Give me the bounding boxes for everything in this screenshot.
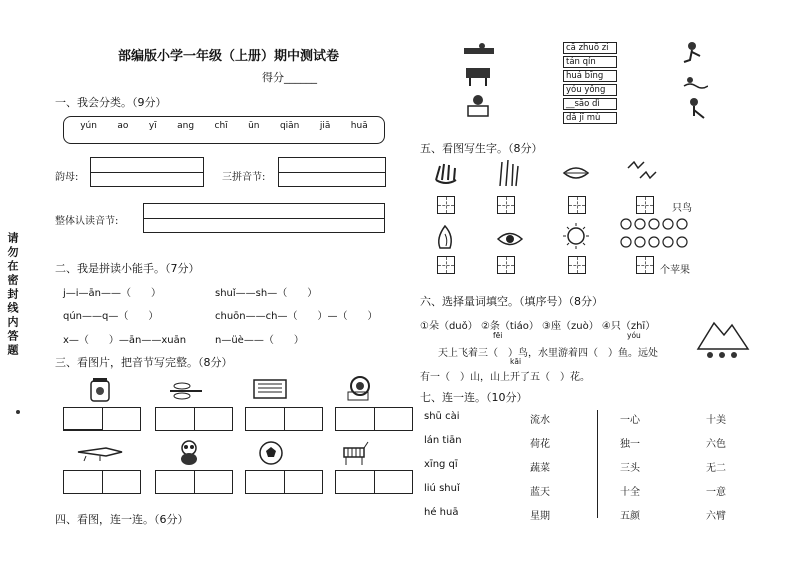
pinyin-item[interactable]: shuǐ——sh—（ ） — [215, 288, 318, 299]
answer-grid[interactable] — [335, 470, 413, 494]
match-word[interactable]: 星期 — [530, 511, 550, 522]
syllable: qiān — [279, 121, 300, 131]
tian-grid[interactable] — [568, 196, 586, 214]
idiom-second-half[interactable]: 无二 — [706, 463, 726, 474]
waterfall-picture — [250, 374, 290, 402]
answer-grid[interactable] — [63, 407, 141, 431]
mountain-picture — [696, 315, 752, 359]
match-word[interactable]: 荷花 — [530, 439, 550, 450]
match-pinyin[interactable]: hé huā — [424, 507, 459, 518]
idiom-second-half[interactable]: 六色 — [706, 439, 726, 450]
jar-picture — [88, 377, 112, 403]
tian-grid[interactable] — [437, 256, 455, 274]
skating-picture — [680, 40, 706, 66]
apples-picture — [618, 210, 698, 254]
match-pinyin[interactable]: xīng qī — [424, 459, 458, 470]
pinyin-annotation: fēi — [493, 331, 503, 340]
syllable: ao — [117, 121, 129, 131]
answer-grid[interactable] — [63, 470, 141, 494]
idiom-first-half[interactable]: 十全 — [620, 487, 640, 498]
section-4-title: 四、看图，连一连。（6分） — [55, 513, 189, 526]
pinyin-annotation: kāi — [510, 357, 522, 366]
hand-picture — [432, 160, 460, 186]
tian-grid[interactable] — [568, 256, 586, 274]
birds-picture — [626, 158, 662, 184]
pinyin-card[interactable]: tán qín — [563, 56, 617, 68]
dragonfly-picture — [168, 380, 204, 402]
syllable: yī — [148, 121, 157, 131]
panda-picture — [175, 438, 203, 466]
match-word[interactable]: 蔬菜 — [530, 463, 550, 474]
match-pinyin[interactable]: liú shuǐ — [424, 483, 460, 494]
crocodile-picture — [76, 440, 124, 462]
answer-grid[interactable] — [335, 407, 413, 431]
pinyin-item[interactable]: n—üè——（ ） — [215, 335, 304, 346]
lion-picture — [342, 374, 376, 404]
match-pinyin[interactable]: shū cài — [424, 411, 460, 422]
fire-picture — [432, 224, 458, 252]
syllable: ang — [177, 121, 195, 131]
apple-label: 个苹果 — [660, 265, 690, 276]
pinyin-column — [563, 42, 617, 126]
score-label: 得分______ — [262, 71, 317, 84]
section-7-title: 七、连一连。（10分） — [420, 391, 528, 404]
sanpin-answer-box[interactable] — [278, 157, 386, 187]
syllable: jiā — [319, 121, 331, 131]
pinyin-annotation: yóu — [627, 331, 641, 340]
fill-sentence-1[interactable]: 天上飞着三（ ）鸟，水里游着四（ ）鱼。远处 — [438, 348, 658, 359]
answer-grid[interactable] — [245, 407, 323, 431]
bird-label: 只鸟 — [672, 203, 692, 214]
match-word[interactable]: 流水 — [530, 415, 550, 426]
sweeping-picture — [682, 96, 710, 122]
pinyin-card[interactable]: cā zhuō zi — [563, 42, 617, 54]
section-5-title: 五、看图写生字。（8分） — [420, 142, 543, 155]
syllable: huā — [350, 121, 368, 131]
zebra-picture — [340, 440, 370, 466]
side-note: 请勿在密封线内答题 — [6, 232, 19, 358]
tian-grid[interactable] — [497, 196, 515, 214]
idiom-second-half[interactable]: 十美 — [706, 415, 726, 426]
pinyin-card[interactable]: dǎ jī mù — [563, 112, 617, 124]
pinyin-item[interactable]: chuōn——ch—（ ）—（ ） — [215, 311, 378, 322]
tian-grid[interactable] — [437, 196, 455, 214]
wipe-table-picture — [460, 42, 500, 58]
piano-picture — [462, 64, 496, 88]
football-picture — [258, 440, 284, 466]
answer-grid[interactable] — [155, 407, 233, 431]
idiom-first-half[interactable]: 三头 — [620, 463, 640, 474]
building-blocks-picture — [462, 92, 496, 118]
mouth-picture — [562, 165, 590, 181]
measure-word-options: ①朵（duǒ） ②条（tiáo） ③座（zuò） ④只（zhī） — [420, 321, 656, 332]
pinyin-card[interactable]: huá bīng — [563, 70, 617, 82]
swimming-picture — [682, 70, 708, 92]
section-3-title: 三、看图片，把音节写完整。（8分） — [55, 356, 233, 369]
divider — [597, 410, 598, 518]
zhengti-answer-box[interactable] — [143, 203, 385, 233]
tian-grid[interactable] — [636, 256, 654, 274]
idiom-first-half[interactable]: 独一 — [620, 439, 640, 450]
pinyin-card[interactable]: __sāo dì — [563, 98, 617, 110]
yunmu-answer-box[interactable] — [90, 157, 204, 187]
idiom-second-half[interactable]: 六臂 — [706, 511, 726, 522]
match-pinyin[interactable]: lán tiān — [424, 435, 462, 446]
pinyin-item[interactable]: qún——q—（ ） — [63, 311, 159, 322]
pinyin-item[interactable]: j—i—ān——（ ） — [63, 288, 162, 299]
section-6-title: 六、选择量词填空。（填序号）（8分） — [420, 295, 603, 308]
zhengti-label: 整体认读音节: — [55, 216, 119, 227]
idiom-first-half[interactable]: 五颜 — [620, 511, 640, 522]
pinyin-card[interactable]: yóu yǒng — [563, 84, 617, 96]
answer-grid[interactable] — [245, 470, 323, 494]
page-title: 部编版小学一年级（上册）期中测试卷 — [118, 49, 340, 64]
idiom-first-half[interactable]: 一心 — [620, 415, 640, 426]
fill-sentence-2[interactable]: 有一（ ）山，山上开了五（ ）花。 — [420, 372, 590, 383]
idiom-second-half[interactable]: 一意 — [706, 487, 726, 498]
answer-grid[interactable] — [155, 470, 233, 494]
yunmu-label: 韵母: — [55, 172, 79, 183]
tian-grid[interactable] — [497, 256, 515, 274]
match-word[interactable]: 蓝天 — [530, 487, 550, 498]
pinyin-item[interactable]: x—（ ）—ān——xuān — [63, 335, 187, 346]
syllable: chī — [214, 121, 228, 131]
eye-picture — [496, 230, 524, 248]
sun-picture — [562, 222, 590, 250]
section-1-title: 一、我会分类。（9分） — [55, 96, 167, 109]
syllable: yún — [80, 121, 97, 131]
grass-picture — [496, 158, 520, 188]
syllable-box — [63, 116, 385, 144]
binding-dot — [16, 410, 20, 414]
sanpin-label: 三拼音节: — [222, 172, 266, 183]
syllable: ūn — [248, 121, 260, 131]
section-2-title: 二、我是拼读小能手。（7分） — [55, 262, 200, 275]
